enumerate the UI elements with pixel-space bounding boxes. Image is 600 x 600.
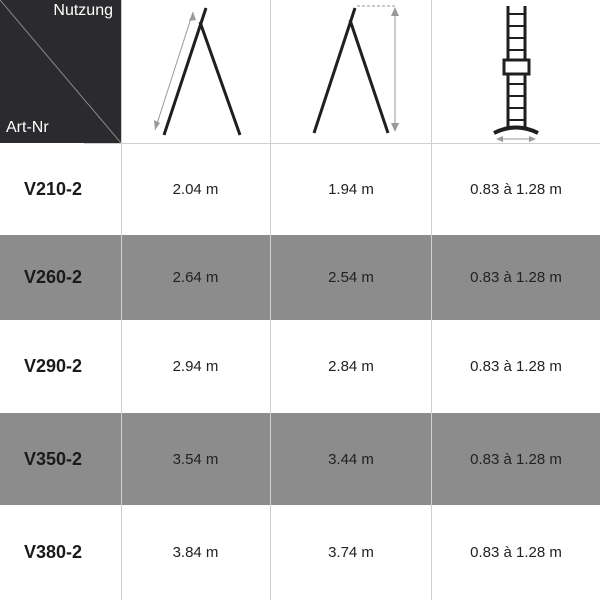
art-nr-cell: V290-2 [24, 356, 83, 376]
ladder-width-icon [432, 0, 600, 143]
ladder-length-cell: 2.04 m [172, 180, 219, 198]
ladder-length-cell: 3.54 m [172, 450, 219, 468]
column-header-ladder-width [432, 0, 600, 143]
working-height-cell: 2.84 m [328, 358, 374, 375]
ladder-width-cell: 0.83 à 1.28 m [470, 544, 562, 561]
working-height-icon [271, 0, 431, 143]
art-nr-cell: V350-2 [24, 448, 83, 469]
working-height-cell: 2.54 m [328, 269, 374, 286]
ladder-width-cell: 0.83 à 1.28 m [470, 450, 562, 468]
table-row [0, 505, 600, 600]
table-row [0, 235, 600, 320]
column-divider [270, 0, 271, 600]
ladder-width-cell: 0.83 à 1.28 m [470, 358, 562, 375]
art-nr-cell: V210-2 [24, 178, 83, 199]
corner-label-art-nr: Art-Nr [6, 119, 49, 136]
column-header-ladder-length [121, 0, 270, 143]
table-corner-header [0, 0, 121, 143]
header-divider [84, 143, 121, 144]
ladder-length-icon [121, 0, 270, 143]
working-height-cell: 1.94 m [328, 180, 374, 198]
working-height-cell: 3.74 m [328, 544, 374, 561]
ladder-length-cell: 2.64 m [172, 269, 219, 286]
ladder-length-cell: 3.84 m [172, 544, 219, 561]
art-nr-cell: V380-2 [24, 542, 83, 562]
ladder-width-cell: 0.83 à 1.28 m [470, 180, 562, 198]
table-row [0, 143, 600, 235]
art-nr-cell: V260-2 [24, 267, 83, 287]
ladder-width-cell: 0.83 à 1.28 m [470, 269, 562, 286]
working-height-cell: 3.44 m [328, 450, 374, 468]
table-row [0, 320, 600, 413]
column-divider [121, 0, 122, 600]
column-header-working-height [271, 0, 431, 143]
ladder-length-cell: 2.94 m [172, 358, 219, 375]
table-row [0, 413, 600, 505]
corner-label-nutzung: Nutzung [53, 2, 113, 19]
column-divider [431, 0, 432, 600]
header-divider [121, 143, 600, 144]
